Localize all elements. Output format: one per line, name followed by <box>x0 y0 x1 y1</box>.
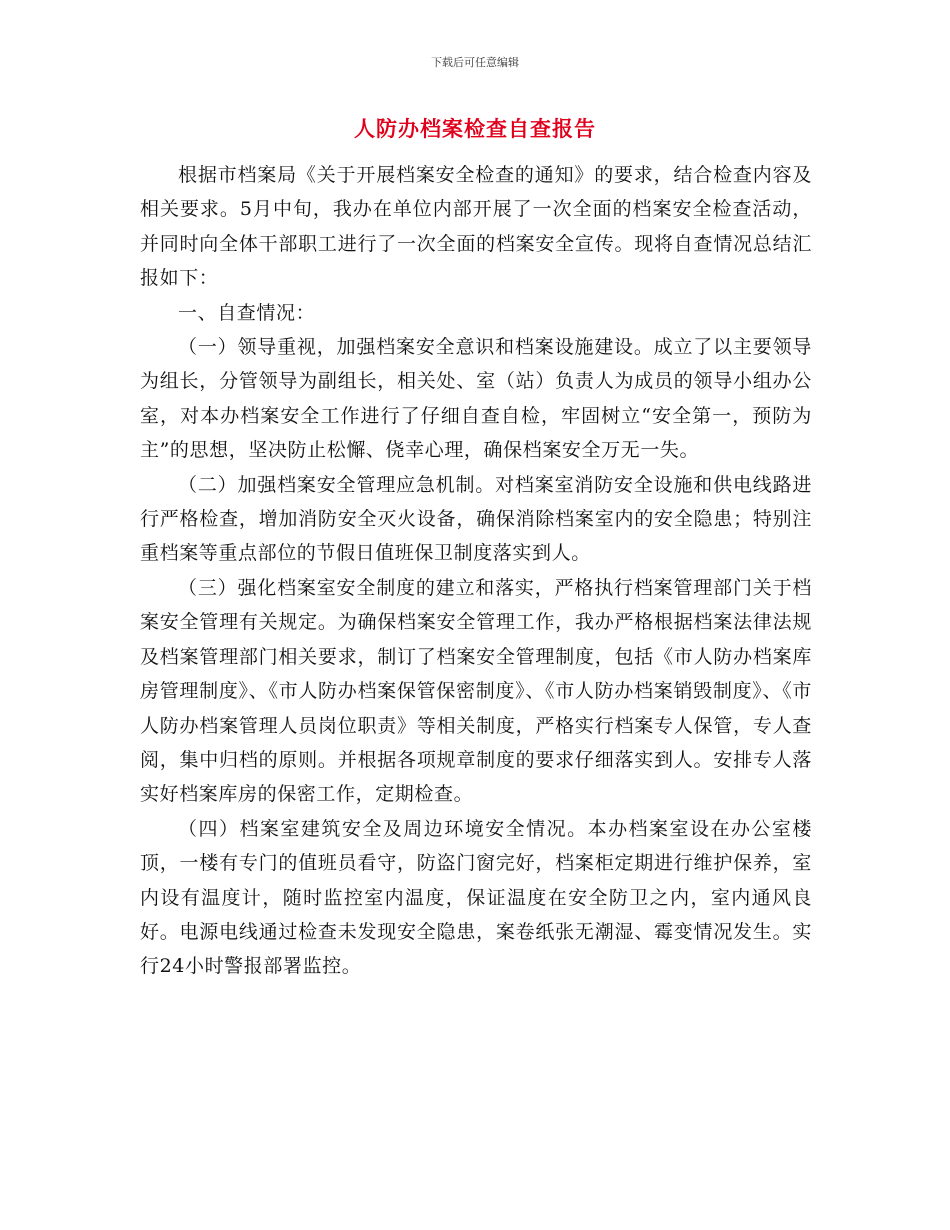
document-title: 人防办档案检查自查报告 <box>354 116 596 141</box>
paragraph-item-2: （二）加强档案安全管理应急机制。对档案室消防安全设施和供电线路进行严格检查，增加消防安全灭火设备，确保消除档案室内的安全隐患；特别注重档案等重点部位的节假日值班保卫制度落实到人。 <box>140 473 812 565</box>
paragraph-item-3: （三）强化档案室安全制度的建立和落实，严格执行档案管理部门关于档案安全管理有关规定。为确保档案安全管理工作，我办严格根据档案法律法规及档案管理部门相关要求，制订了档案安全管理制度，包括《市人防办档案库房管理制度》、《市人防办档案保管保密制度》、《市人防办档案销毁制度》、《市人防办档案管理人员岗位职责》等相关制度，严格实行档案专人保管，专人查阅，集中归档的原则。并根据各项规章制度的要求仔细落实到人。安排专人落实好档案库房的保密工作，定期检查。 <box>140 576 812 806</box>
paragraph-item-4: （四）档案室建筑安全及周边环境安全情况。本办档案室设在办公室楼顶，一楼有专门的值班员看守，防盗门窗完好，档案柜定期进行维护保养，室内设有温度计，随时监控室内温度，保证温度在安全防卫之内，室内通风良好。电源电线通过检查未发现安全隐患，案卷纸张无潮湿、霉变情况发生。实行24小时警报部署监控。 <box>140 817 812 978</box>
paragraph-intro: 根据市档案局《关于开展档案安全检查的通知》的要求，结合检查内容及相关要求。5月中旬，我办在单位内部开展了一次全面的档案安全检查活动，并同时向全体干部职工进行了一次全面的档案安全宣传。现将自查情况总结汇报如下： <box>140 164 812 290</box>
section-heading-self-check: 一、自查情况： <box>178 301 316 324</box>
document-body <box>140 158 812 984</box>
paragraph-item-1: （一）领导重视，加强档案安全意识和档案设施建设。成立了以主要领导为组长，分管领导为副组长，相关处、室（站）负责人为成员的领导小组办公室，对本办档案安全工作进行了仔细自查自检，牢固树立“安全第一，预防为主”的思想，坚决防止松懈、侥幸心理，确保档案安全万无一失。 <box>140 336 812 462</box>
header-note: 下载后可任意编辑 <box>431 56 519 69</box>
